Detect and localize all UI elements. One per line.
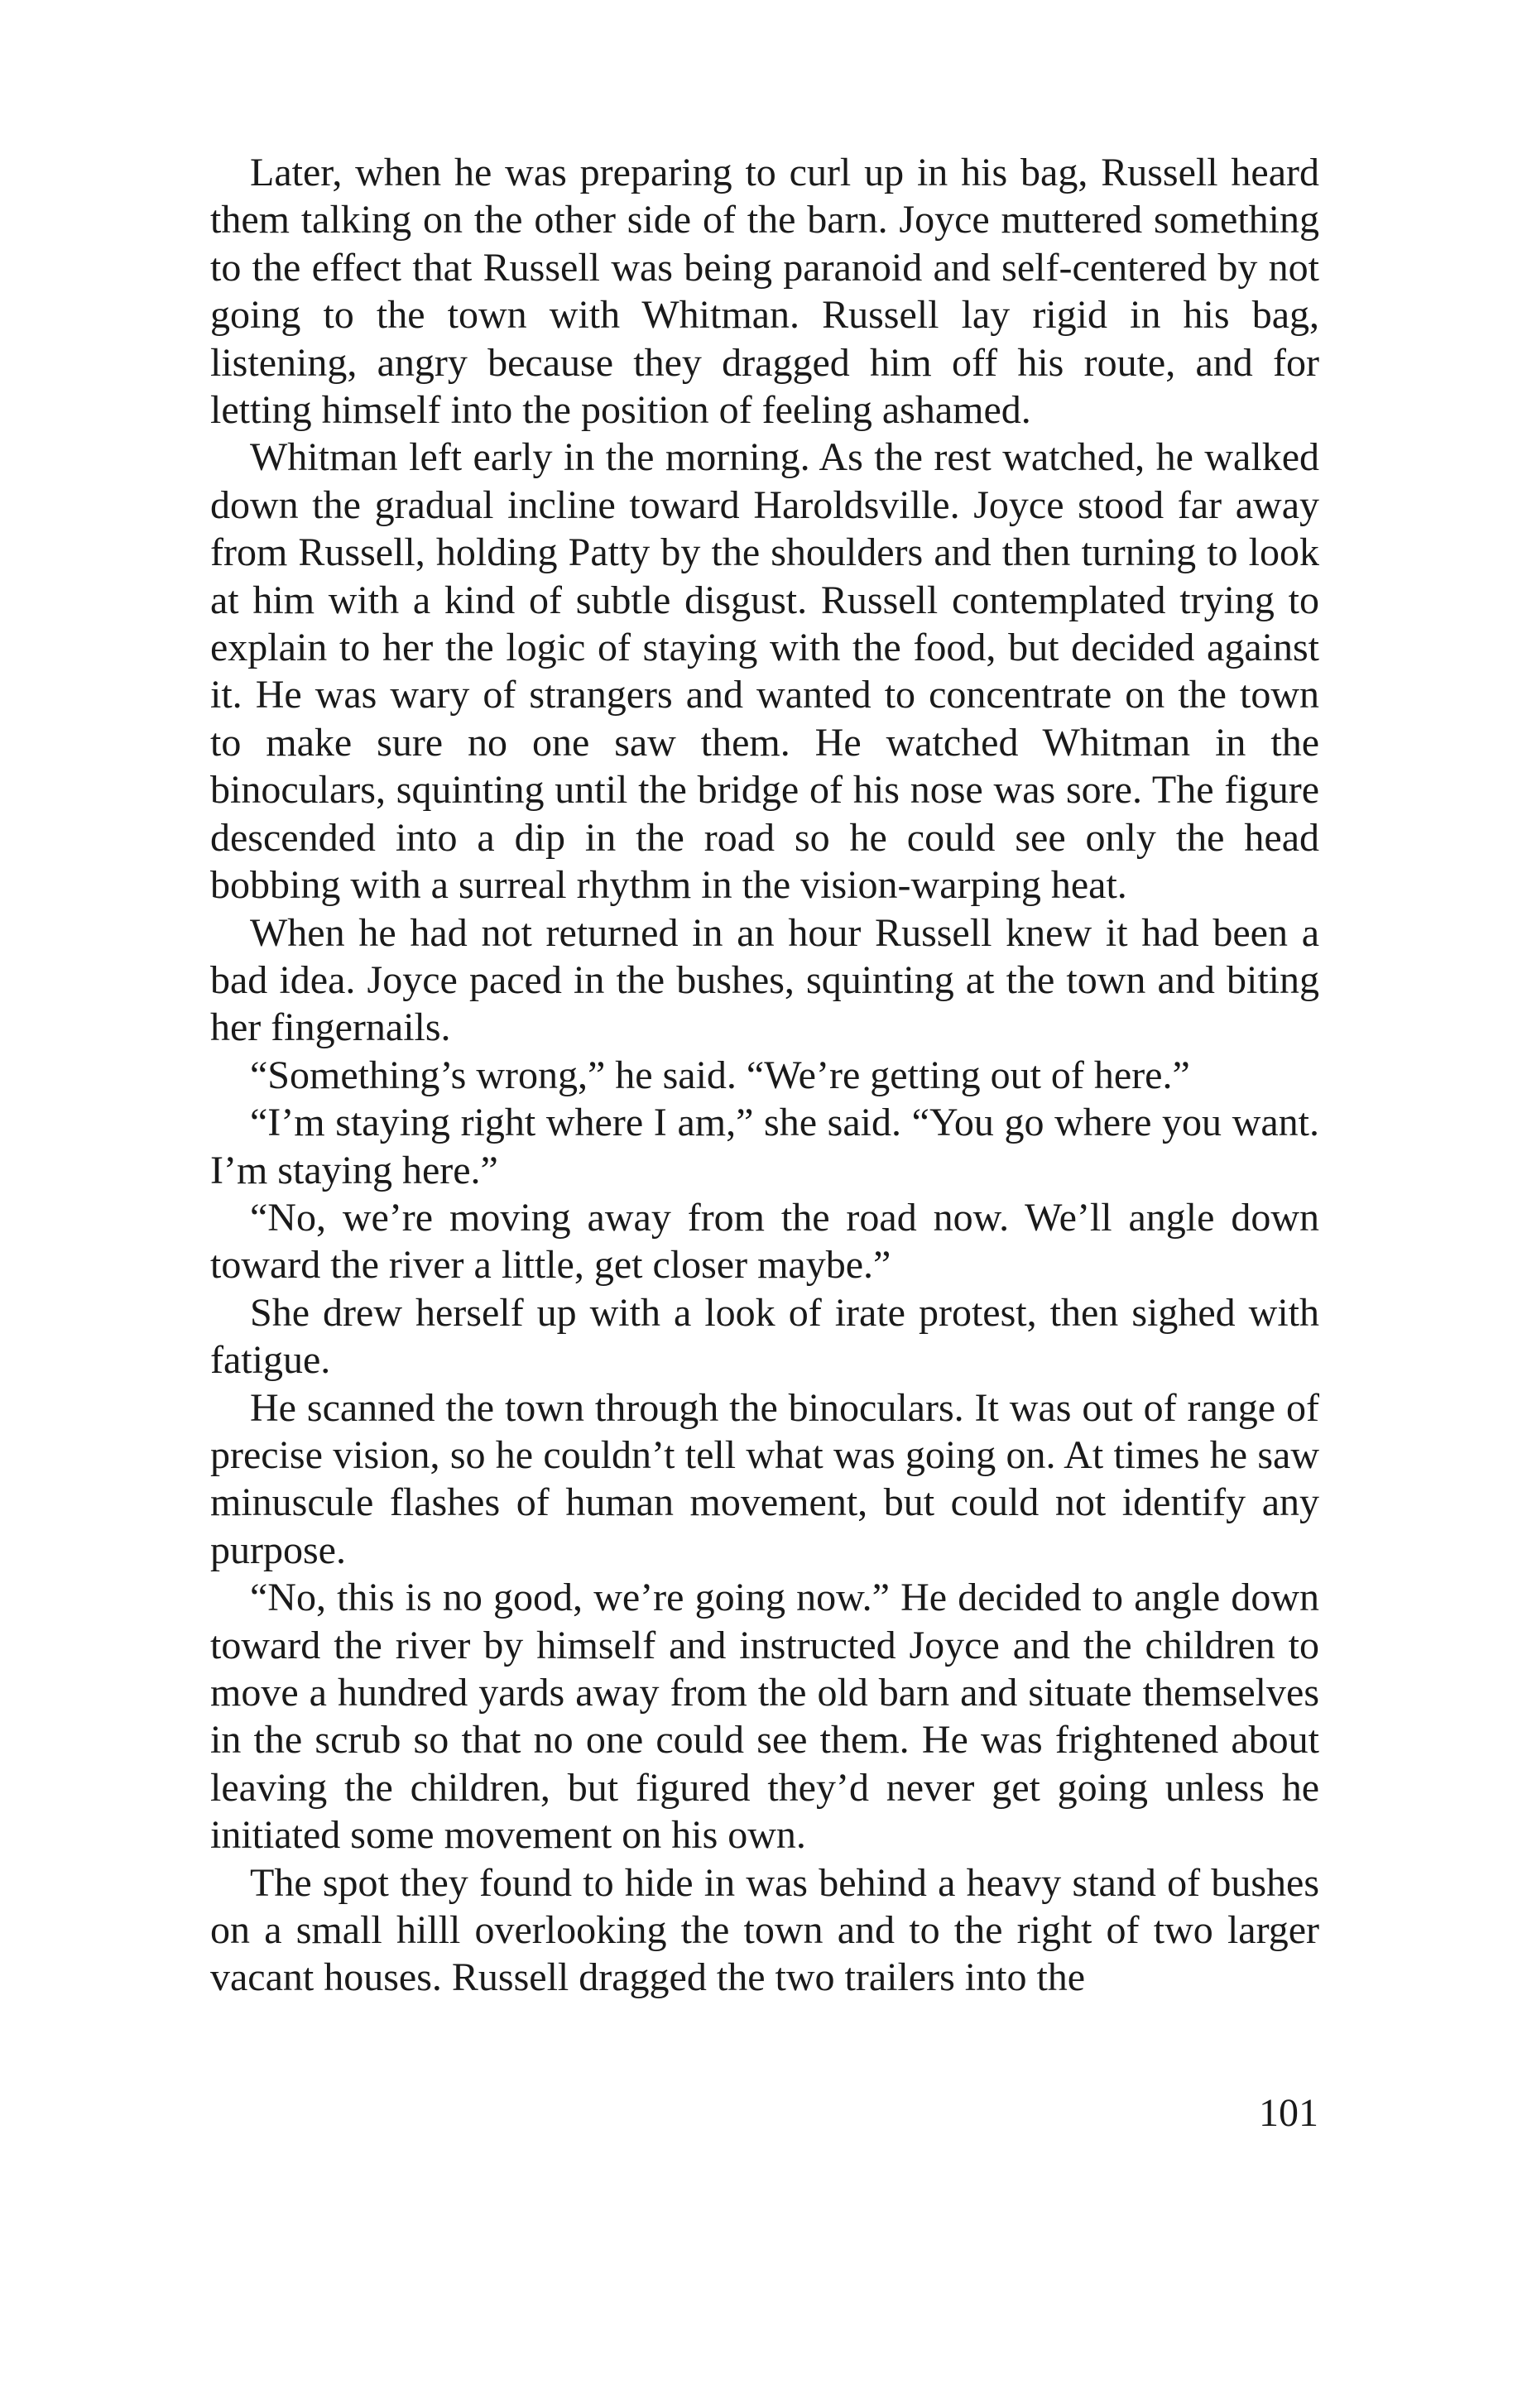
paragraph: Later, when he was preparing to curl up in his bag, Russell heard them talking on the other side of the barn. Joyce muttered something to the effect that Russell was being paranoid and self-centered by not going to the town with Whitman. Russell lay rigid in his bag, listening, angry because they dragged him off his route, and for letting himself into the position of feeling ashamed. xyxy=(210,151,1319,433)
dialogue-paragraph: “I’m staying right where I am,” she said. “You go where you want. I’m staying here.” xyxy=(210,1101,1319,1192)
dialogue-paragraph: “No, we’re moving away from the road now. We’ll angle down toward the river a little, get closer maybe.” xyxy=(210,1195,1319,1288)
page-number: 101 xyxy=(1259,2091,1318,2135)
dialogue-paragraph: “Something’s wrong,” he said. “We’re getting out of here.” xyxy=(250,1053,1190,1097)
body-text xyxy=(210,149,1319,2002)
paragraph: The spot they found to hide in was behind a heavy stand of bushes on a small hilll overlooking the town and to the right of two larger vacant houses. Russell dragged the two trailers into the xyxy=(210,1860,1319,2000)
paragraph: He scanned the town through the binoculars. It was out of range of precise vision, so he couldn’t tell what was going on. At times he saw minuscule flashes of human movement, but could not identify any purpose. xyxy=(210,1385,1319,1572)
dialogue-paragraph: “No, this is no good, we’re going now.” He decided to angle down toward the river by himself and instructed Joyce and the children to move a hundred yards away from the old barn and situate themselves in the scrub so that no one could see them. He was frightened about leaving the children, but figured they’d never get going unless he initiated some movement on his own. xyxy=(210,1576,1319,1858)
paragraph: Whitman left early in the morning. As the rest watched, he walked down the gradual incline toward Haroldsville. Joyce stood far away from Russell, holding Patty by the shoulders and then turning to look at him with a kind of subtle disgust. Russell contemplated trying to explain to her the logic of staying with the food, but decided against it. He was wary of strangers and wanted to concentrate on the town to make sure no one saw them. He watched Whitman in the binoculars, squinting until the bridge of his nose was sore. The figure descended into a dip in the road so he could see only the head bobbing with a surreal rhythm in the vision-warping heat. xyxy=(210,435,1319,908)
paragraph: When he had not returned in an hour Russell knew it had been a bad idea. Joyce paced in the bushes, squinting at the town and biting her fingernails. xyxy=(210,910,1319,1050)
paragraph: She drew herself up with a look of irate protest, then sighed with fatigue. xyxy=(210,1290,1319,1383)
